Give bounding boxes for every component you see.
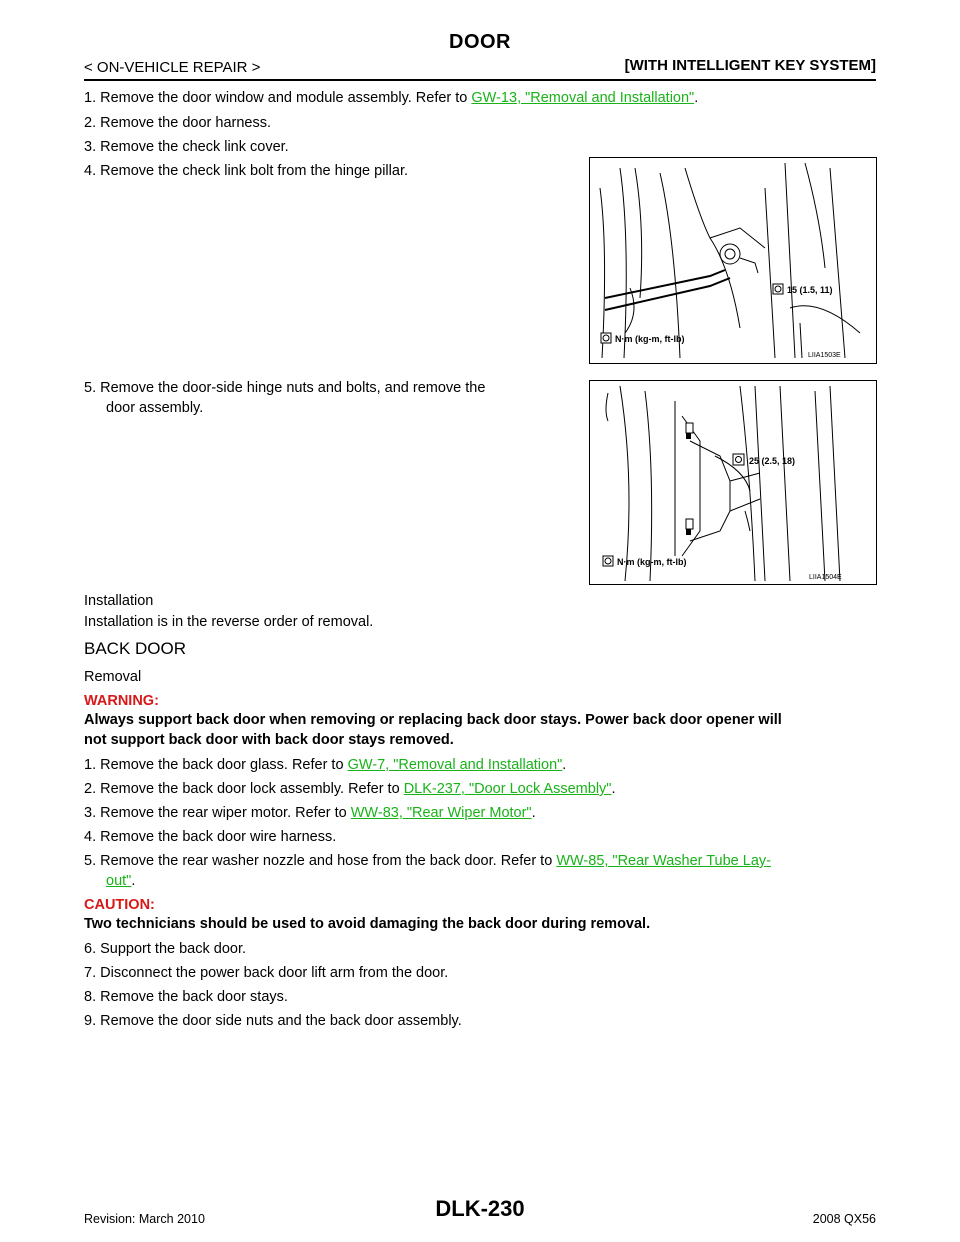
back-step-1-after: . — [562, 757, 567, 773]
step-4: 4. Remove the check link bolt from the hinge pillar. — [84, 163, 408, 179]
warning-line-1: Always support back door when removing or replacing back door stays. Power back door opener will — [84, 712, 782, 728]
link-ww-83[interactable]: WW-83, "Rear Wiper Motor" — [350, 805, 532, 821]
back-step-2-text: 2. Remove the back door lock assembly. Refer to — [84, 781, 404, 797]
footer-model: 2008 QX56 — [812, 1212, 876, 1226]
removal-heading: Removal — [84, 669, 142, 685]
check-link-illustration — [590, 158, 876, 363]
link-gw-7[interactable]: GW-7, "Removal and Installation" — [347, 757, 563, 773]
installation-heading: Installation — [84, 593, 154, 609]
back-step-1-text: 1. Remove the back door glass. Refer to — [84, 757, 348, 773]
header-divider — [84, 79, 876, 81]
footer-revision: Revision: March 2010 — [84, 1212, 205, 1226]
step-1-after: . — [694, 90, 699, 106]
link-dlk-237[interactable]: DLK-237, "Door Lock Assembly" — [403, 781, 612, 797]
back-step-5-cont — [106, 871, 906, 891]
caution-text: Two technicians should be used to avoid damaging the back door during removal. — [84, 916, 651, 932]
link-gw-13[interactable]: GW-13, "Removal and Installation" — [471, 90, 695, 106]
back-step-5-text: 5. Remove the rear washer nozzle and hose from the back door. Refer to — [84, 853, 557, 869]
warning-line-2: not support back door with back door stays removed. — [84, 732, 454, 748]
back-step-3-text: 3. Remove the rear wiper motor. Refer to — [84, 805, 351, 821]
back-step-3-after: . — [531, 805, 536, 821]
footer-page-number: DLK-230 — [435, 1196, 525, 1221]
step-5-text: 5. Remove the door-side hinge nuts and bolts, and remove the — [84, 380, 486, 396]
page-title: DOOR — [449, 31, 511, 53]
installation-text: Installation is in the reverse order of removal. — [84, 614, 374, 630]
step-3: 3. Remove the check link cover. — [84, 139, 289, 155]
figure1-torque: 15 (1.5, 11) — [787, 285, 833, 295]
back-step-5 — [84, 851, 884, 871]
back-step-9: 9. Remove the door side nuts and the back door assembly. — [84, 1013, 462, 1029]
back-step-7: 7. Disconnect the power back door lift arm from the door. — [84, 965, 449, 981]
link-ww-85[interactable]: WW-85, "Rear Washer Tube Lay- — [556, 853, 771, 869]
back-step-3 — [84, 803, 884, 823]
step-5 — [84, 378, 579, 398]
figure1-units: N·m (kg-m, ft-lb) — [615, 334, 685, 344]
header-section-label: < ON-VEHICLE REPAIR > — [84, 59, 261, 76]
back-door-heading: BACK DOOR — [84, 639, 187, 658]
step-5-cont: door assembly. — [106, 400, 204, 416]
figure1-id: LIIA1503E — [808, 352, 841, 359]
header-system-label: [WITH INTELLIGENT KEY SYSTEM] — [624, 57, 876, 74]
back-step-4: 4. Remove the back door wire harness. — [84, 829, 337, 845]
figure2-units: N·m (kg-m, ft-lb) — [617, 557, 687, 567]
figure2-id: LIIA1504E — [809, 574, 842, 581]
warning-label: WARNING: — [84, 693, 159, 709]
figure2-torque: 25 (2.5, 18) — [749, 456, 796, 466]
back-step-2-after: . — [611, 781, 616, 797]
door-hinge-illustration — [590, 381, 876, 584]
figure-door-hinge — [589, 380, 877, 585]
back-step-2 — [84, 779, 884, 799]
step-1 — [84, 88, 884, 108]
caution-label: CAUTION: — [84, 897, 155, 913]
figure-check-link — [589, 157, 877, 364]
back-step-5-after: . — [131, 873, 136, 889]
step-1-text: 1. Remove the door window and module assembly. Refer to — [84, 90, 472, 106]
back-step-8: 8. Remove the back door stays. — [84, 989, 288, 1005]
link-ww-85-cont[interactable]: out" — [106, 873, 132, 889]
back-step-1 — [84, 755, 884, 775]
back-step-6: 6. Support the back door. — [84, 941, 247, 957]
step-2: 2. Remove the door harness. — [84, 115, 271, 131]
